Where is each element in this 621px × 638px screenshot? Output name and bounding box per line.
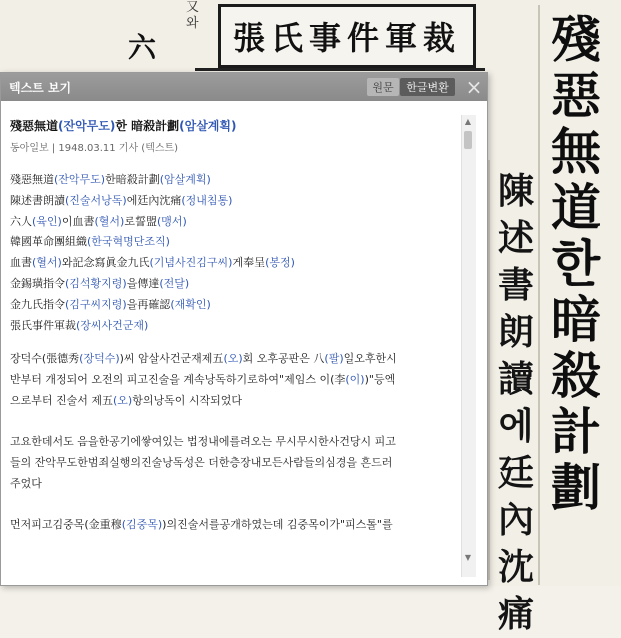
- scrollbar-thumb[interactable]: [464, 131, 472, 149]
- scrollbar[interactable]: [461, 115, 476, 577]
- paragraph-3: 먼저피고김중목(金重穆(김중목))의진술서를공개하였는데 김중목이가"피스톨"를: [10, 518, 393, 532]
- panel-title: 텍스트 보기: [9, 81, 72, 95]
- text-view-panel: [0, 72, 488, 586]
- hangul-convert-button[interactable]: 한글변환: [400, 78, 455, 96]
- article-title: 殘惡無道(잔악무도)한 暗殺計劃(암살계획): [10, 119, 237, 133]
- newspaper-column-rule-2: [488, 160, 490, 580]
- headline-line: 張氏事件軍裁(장씨사건군재): [10, 318, 149, 332]
- newspaper-header-box: 張氏事件軍裁: [218, 4, 476, 68]
- paragraph-2: 고요한데서도 음을한공기에쌓여있는 법정내에를려오는 무시무시한사건당시 피고 들의 잔악무도한범죄실행의진술낭독성은 더한층장내모든사람들의심경을 흔드러 주었다: [10, 435, 396, 491]
- close-icon[interactable]: ×: [465, 75, 483, 99]
- headline-line: 血書(혈서)와記念寫眞金九氏(기념사진김구씨)게奉呈(봉정): [10, 256, 295, 270]
- paragraph-1: 장덕수(張德秀(장덕수))씨 암살사건군재제五(오)회 오후공판은 八(팔)일오후한시 반부터 개정되어 오전의 피고진술을 계속낭독하기로하여"제임스 이(李(이))"등엑 으로부터 진술서 제五(오)항의낭독이 시작되었다: [10, 352, 397, 408]
- newspaper-sub-headline: 陳述書朗讀에廷內沈痛: [497, 170, 534, 635]
- scroll-up-arrow-icon[interactable]: ▲: [464, 117, 472, 126]
- article-content: [10, 117, 456, 555]
- headline-line: 金錫璜指令(김석황지령)을傳達(전달): [10, 276, 190, 290]
- panel-titlebar: [1, 73, 487, 101]
- headline-line: 六人(육인)이血書(혈서)로誓盟(맹서): [10, 214, 187, 228]
- headline-line: 陳述書朗讀(진술서낭독)에廷內沈痛(정내침통): [10, 193, 233, 207]
- headline-line: 韓國革命團組織(한국혁명단조직): [10, 235, 170, 249]
- headline-lines: [10, 170, 456, 336]
- newspaper-small-text: 又 와: [186, 0, 200, 31]
- headline-line: 金九氏指令(김구씨지령)을再確認(재확인): [10, 297, 211, 311]
- article-meta: 동아일보 | 1948.03.11 기사 (텍스트): [10, 143, 179, 154]
- headline-line: 殘惡無道(잔악무도)한暗殺計劃(암살계획): [10, 173, 211, 186]
- original-button[interactable]: 원문: [367, 78, 399, 96]
- newspaper-main-headline: 殘惡無道한暗殺計劃: [551, 10, 601, 517]
- scroll-down-arrow-icon[interactable]: ▼: [464, 553, 472, 562]
- newspaper-number: 六: [128, 31, 157, 64]
- newspaper-divider: [195, 68, 485, 71]
- article-body: [10, 348, 456, 535]
